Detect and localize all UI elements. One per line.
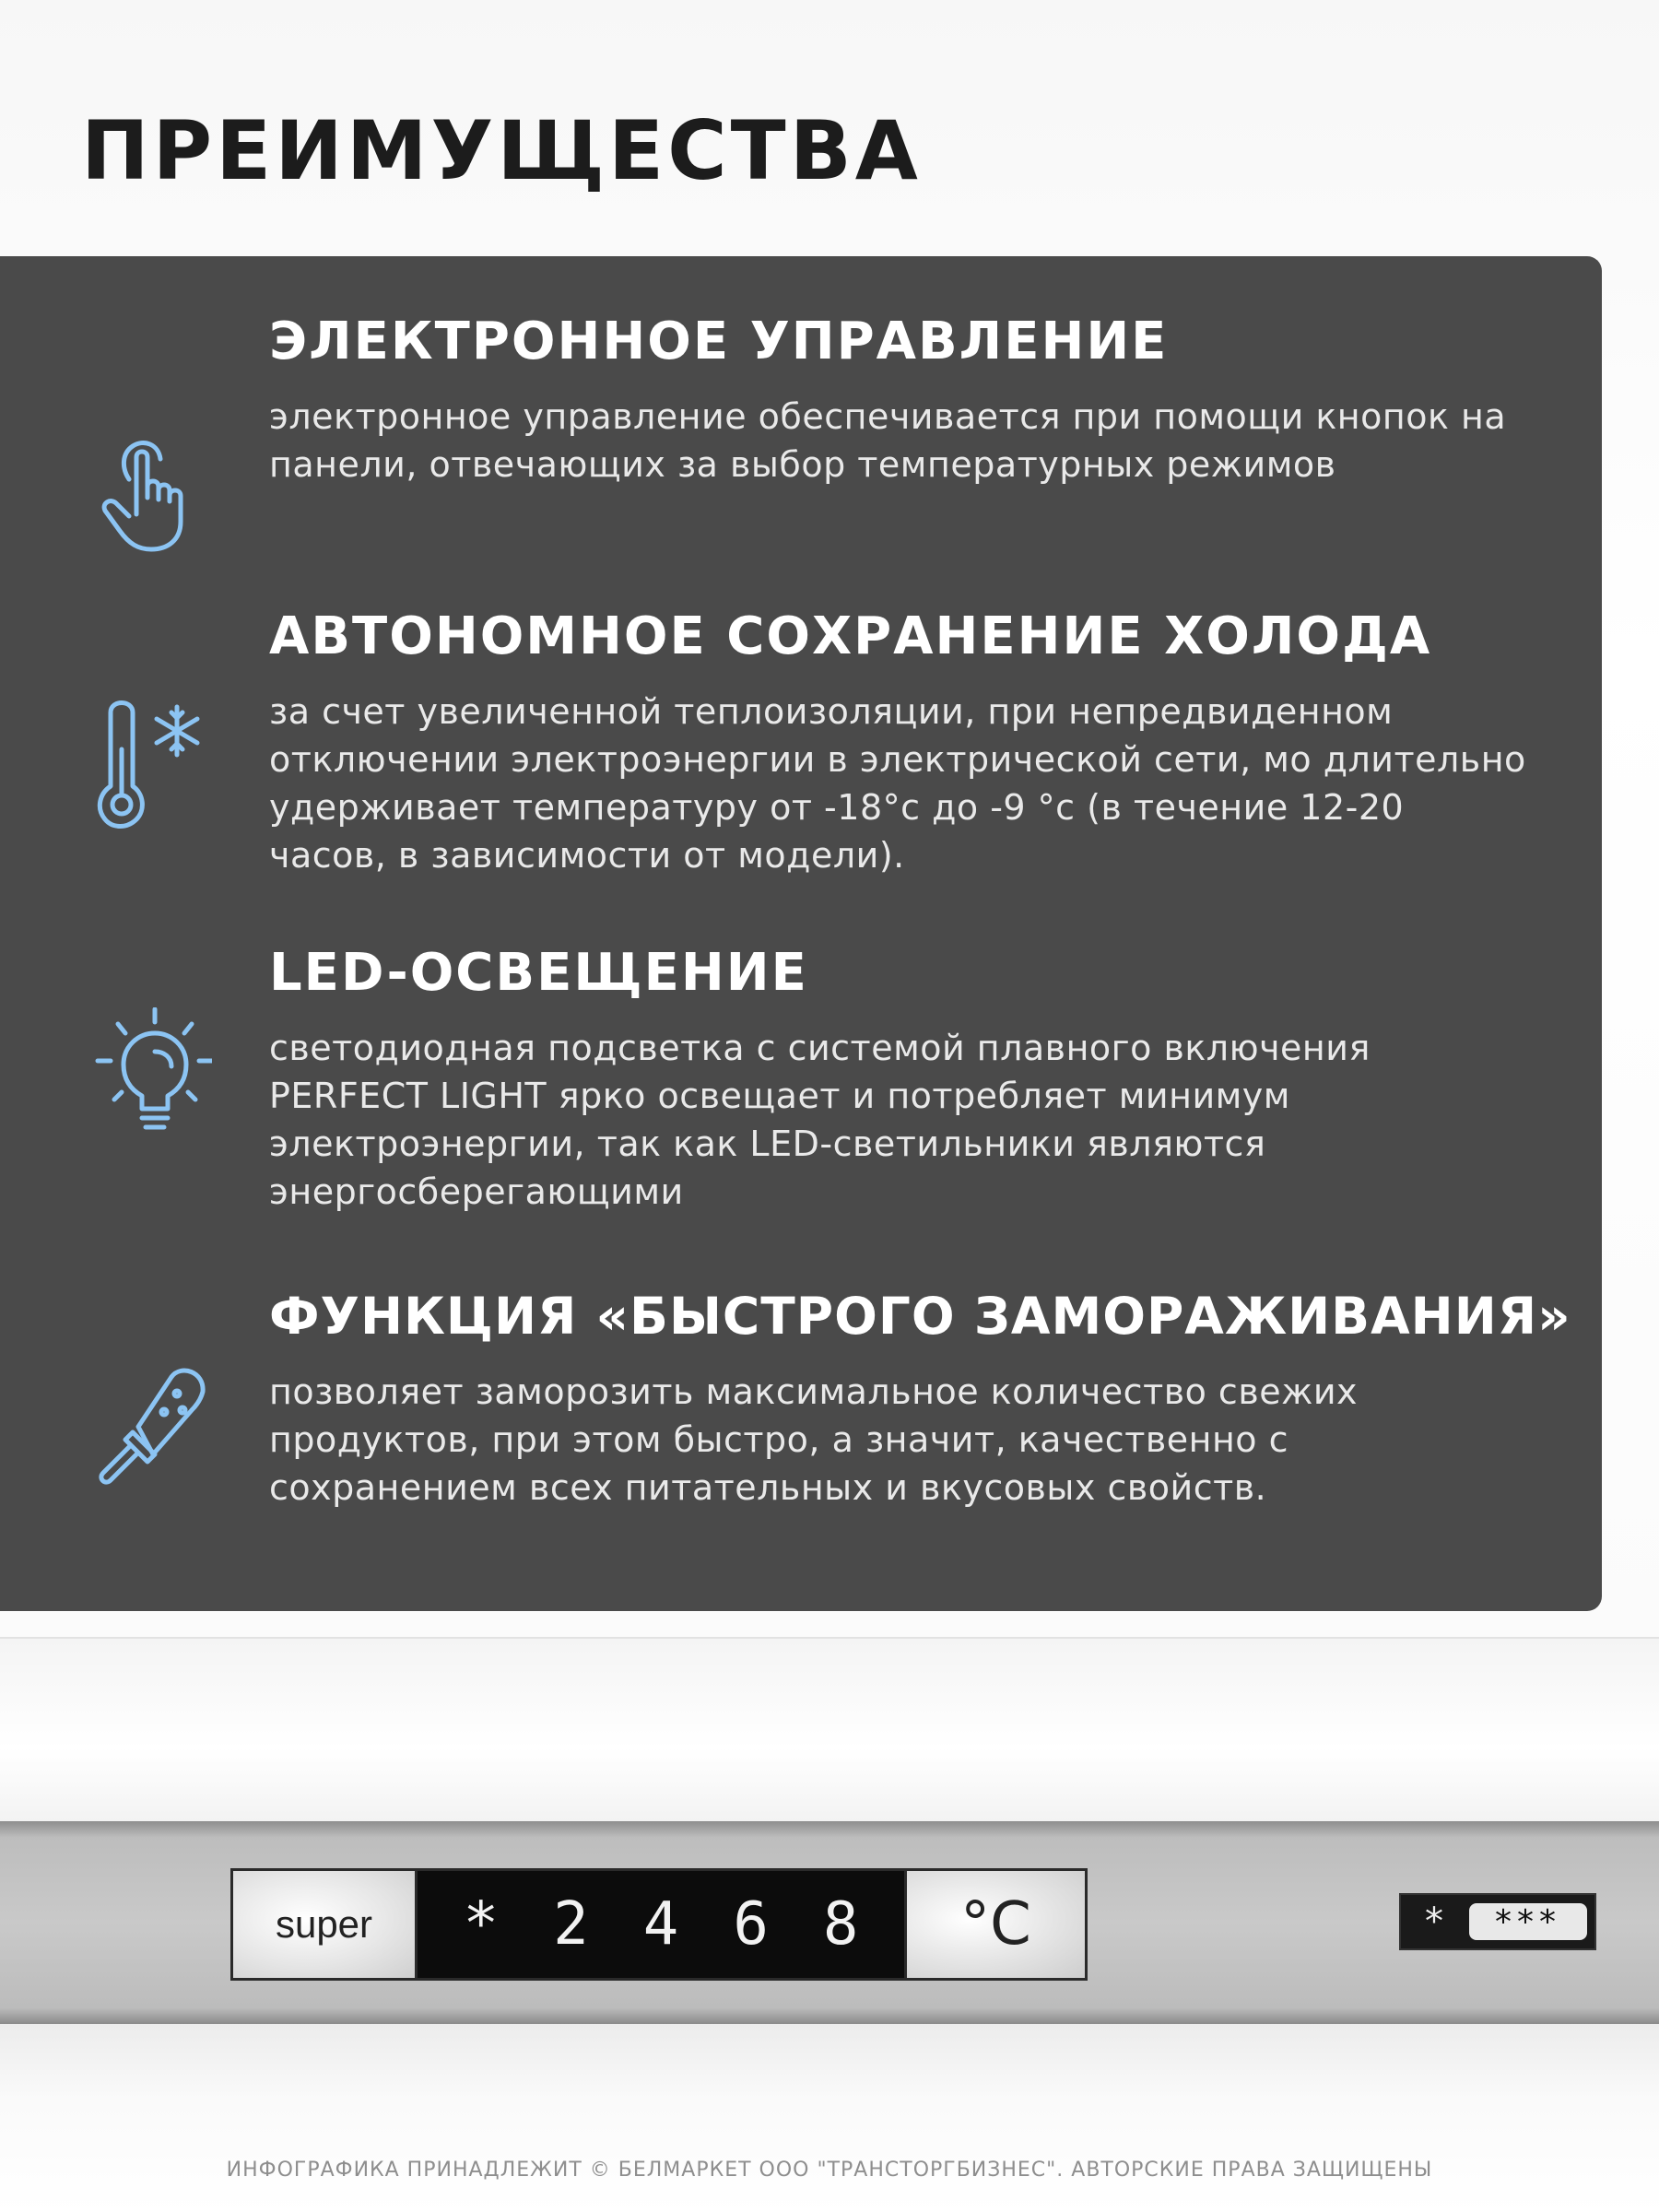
level-4: 4 — [642, 1890, 679, 1959]
feature-heading: ЭЛЕКТРОННОЕ УПРАВЛЕНИЕ — [269, 312, 1169, 371]
copyright-footer: ИНФОГРАФИКА ПРИНАДЛЕЖИТ © БЕЛМАРКЕТ ООО "ТРАНСТОРГБИЗНЕС". АВТОРСКИЕ ПРАВА ЗАЩИЩЕНЫ — [226, 2159, 1433, 2182]
page-title: ПРЕИМУЩЕСТВА — [81, 103, 922, 198]
temperature-level-display — [418, 1871, 904, 1978]
feature-text: позволяет заморозить максимальное количество свежих продуктов, при этом быстро, а значит, качественно с сохранением всех питательных и вкусовых свойств. — [269, 1371, 1359, 1508]
feature-text: электронное управление обеспечивается при помощи кнопок на панели, отвечающих за выбор температурных режимов — [269, 396, 1507, 485]
touch-hand-icon — [92, 422, 212, 560]
fridge-lower-body — [0, 2024, 1659, 2212]
fridge-body — [0, 1637, 1659, 1821]
celsius-button[interactable]: °C — [904, 1871, 1085, 1978]
rating-single-star-icon: * — [1425, 1900, 1443, 1943]
freezer-star-rating — [1399, 1893, 1596, 1950]
level-8: 8 — [822, 1890, 859, 1959]
snowflake-icon: * — [463, 1890, 500, 1959]
level-6: 6 — [733, 1890, 769, 1959]
light-bulb-icon — [92, 1007, 212, 1146]
feature-heading: АВТОНОМНОЕ СОХРАНЕНИЕ ХОЛОДА — [269, 606, 1432, 666]
super-button[interactable]: super — [233, 1871, 418, 1978]
feature-text: за счет увеличенной теплоизоляции, при непредвиденном отключении электроэнергии в электрической сети, мо длительно удерживает температуру от -18°с до -9 °с (в течение 12-20 часов, в зависимости от модели). — [269, 691, 1526, 876]
features-panel — [0, 256, 1602, 1611]
ice-cream-icon — [92, 1351, 212, 1489]
temperature-control-panel — [230, 1868, 1088, 1981]
level-2: 2 — [553, 1890, 589, 1959]
thermometer-snowflake-icon — [92, 694, 212, 832]
feature-heading: ФУНКЦИЯ «БЫСТРОГО ЗАМОРАЖИВАНИЯ» — [269, 1287, 1571, 1346]
feature-text: светодиодная подсветка с системой плавного включения PERFECT LIGHT ярко освещает и потребляет минимум электроэнергии, так как LED-светильники являются энергосберегающими — [269, 1028, 1371, 1212]
feature-heading: LED-ОСВЕЩЕНИЕ — [269, 943, 808, 1003]
rating-triple-star-icon: *** — [1469, 1903, 1587, 1940]
